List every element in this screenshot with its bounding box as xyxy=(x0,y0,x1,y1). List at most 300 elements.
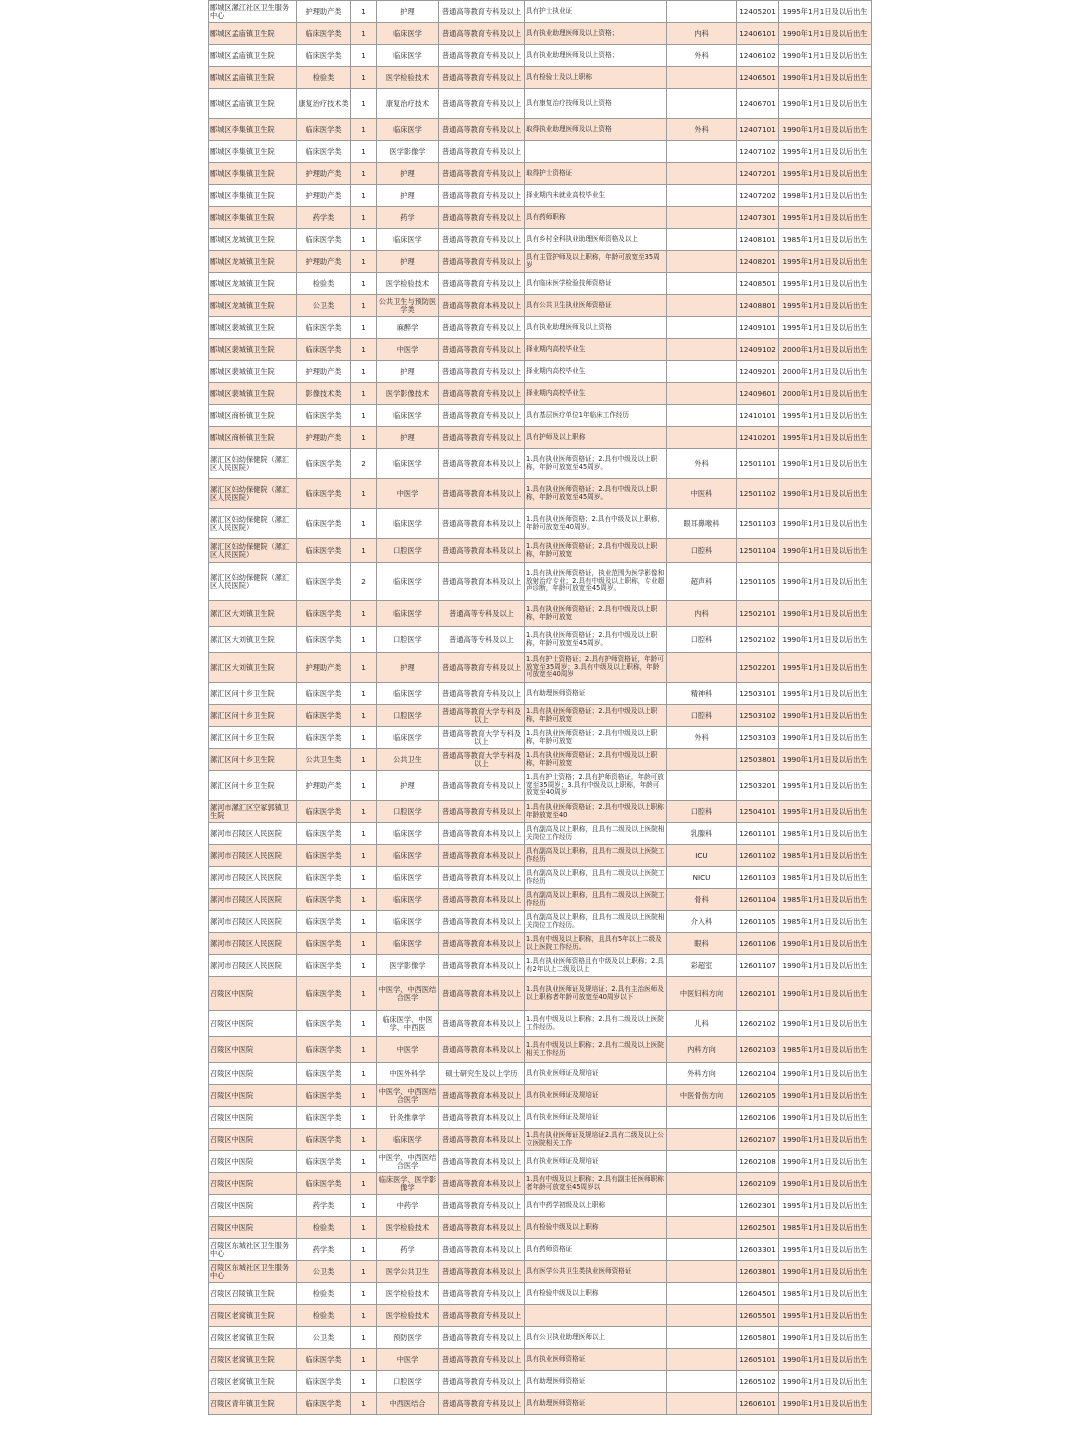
cell-department xyxy=(667,185,737,207)
cell-category: 临床医学类 xyxy=(297,45,351,67)
cell-requirement: 1.具有执业医师证及规培证2.具有二级及以上公立医院相关工作 xyxy=(525,1129,667,1151)
cell-category: 临床医学类 xyxy=(297,1085,351,1107)
cell-education: 普通高等教育本科及以上 xyxy=(439,1217,525,1239)
cell-education: 普通高等教育专科及以上 xyxy=(439,1393,525,1415)
cell-category: 临床医学类 xyxy=(297,705,351,727)
cell-major: 临床医学 xyxy=(377,405,439,427)
cell-department xyxy=(667,1239,737,1261)
table-row xyxy=(209,1085,872,1107)
cell-major: 医学影像学 xyxy=(377,955,439,977)
cell-education: 普通高等教育专科及以上 xyxy=(439,771,525,801)
cell-major: 临床医学、医学影像学 xyxy=(377,1173,439,1195)
cell-code: 12501105 xyxy=(737,563,779,601)
cell-major: 康复治疗技术 xyxy=(377,89,439,119)
cell-code: 12407201 xyxy=(737,163,779,185)
cell-unit: 漯汇区妇幼保健院（漯汇区人民医院） xyxy=(209,563,297,601)
table-row xyxy=(209,1217,872,1239)
cell-count: 1 xyxy=(351,67,377,89)
cell-count: 1 xyxy=(351,1327,377,1349)
cell-count: 1 xyxy=(351,867,377,889)
cell-requirement: 1.具有执业医师资格证；2.具有中级及以上职称，年龄可放宽 xyxy=(525,705,667,727)
table-row xyxy=(209,1283,872,1305)
cell-major: 护理 xyxy=(377,653,439,683)
cell-unit: 郾城区裴城镇卫生院 xyxy=(209,361,297,383)
cell-major: 护理 xyxy=(377,1,439,23)
cell-department xyxy=(667,361,737,383)
cell-education: 普通高等教育本科及以上 xyxy=(439,955,525,977)
cell-major: 医学检验技术 xyxy=(377,67,439,89)
cell-education: 普通高等教育专科及以上 xyxy=(439,207,525,229)
cell-age: 1985年1月1日及以后出生 xyxy=(779,867,872,889)
cell-count: 1 xyxy=(351,163,377,185)
cell-count: 1 xyxy=(351,653,377,683)
cell-unit: 召陵区老窝镇卫生院 xyxy=(209,1371,297,1393)
cell-category: 检验类 xyxy=(297,67,351,89)
cell-unit: 漯汇区问十乡卫生院 xyxy=(209,727,297,749)
cell-code: 12406501 xyxy=(737,67,779,89)
cell-education: 普通高等教育本科及以上 xyxy=(439,867,525,889)
table-row xyxy=(209,1063,872,1085)
cell-requirement: 具有医学公共卫生类执业医师资格证 xyxy=(525,1261,667,1283)
cell-major: 中医学 xyxy=(377,479,439,509)
table-row xyxy=(209,449,872,479)
cell-requirement: 1.具有中级及以上职称；2.具有二级及以上医院相关工作经历 xyxy=(525,1037,667,1063)
cell-category: 临床医学类 xyxy=(297,601,351,627)
cell-department xyxy=(667,317,737,339)
cell-education: 普通高等教育专科及以上 xyxy=(439,251,525,273)
cell-department xyxy=(667,273,737,295)
cell-count: 1 xyxy=(351,749,377,771)
cell-age: 2000年1月1日及以后出生 xyxy=(779,361,872,383)
table-row xyxy=(209,1371,872,1393)
cell-age: 1995年1月1日及以后出生 xyxy=(779,683,872,705)
cell-count: 1 xyxy=(351,251,377,273)
cell-requirement: 1.具有中级及以上职称；2.具有副主任医师职称者年龄可放宽至45周岁以 xyxy=(525,1173,667,1195)
cell-education: 普通高等教育专科及以上 xyxy=(439,653,525,683)
cell-unit: 漯河市召陵区人民医院 xyxy=(209,933,297,955)
cell-age: 1990年1月1日及以后出生 xyxy=(779,539,872,563)
cell-requirement: 具有公卫执业助理医师以上 xyxy=(525,1327,667,1349)
cell-code: 12601101 xyxy=(737,823,779,845)
cell-category: 临床医学类 xyxy=(297,449,351,479)
cell-age: 1990年1月1日及以后出生 xyxy=(779,23,872,45)
cell-code: 12405201 xyxy=(737,1,779,23)
cell-count: 1 xyxy=(351,1239,377,1261)
cell-count: 1 xyxy=(351,427,377,449)
cell-code: 12407101 xyxy=(737,119,779,141)
cell-category: 临床医学类 xyxy=(297,141,351,163)
cell-unit: 召陵区青年镇卫生院 xyxy=(209,1393,297,1415)
cell-education: 硕士研究生及以上学历 xyxy=(439,1063,525,1085)
cell-code: 12408801 xyxy=(737,295,779,317)
cell-count: 1 xyxy=(351,229,377,251)
cell-code: 12603801 xyxy=(737,1261,779,1283)
cell-department: 外科 xyxy=(667,727,737,749)
cell-major: 中医学、中西医结合医学 xyxy=(377,977,439,1011)
cell-unit: 漯河市召陵区人民医院 xyxy=(209,823,297,845)
table-row xyxy=(209,801,872,823)
cell-count: 2 xyxy=(351,563,377,601)
cell-education: 普通高等教育本科及以上 xyxy=(439,823,525,845)
cell-age: 1990年1月1日及以后出生 xyxy=(779,449,872,479)
cell-department: 精神科 xyxy=(667,683,737,705)
table-row xyxy=(209,1261,872,1283)
cell-age: 1990年1月1日及以后出生 xyxy=(779,1349,872,1371)
cell-major: 预防医学 xyxy=(377,1327,439,1349)
cell-code: 12409201 xyxy=(737,361,779,383)
cell-code: 12408101 xyxy=(737,229,779,251)
table-row xyxy=(209,1151,872,1173)
cell-department: 眼耳鼻喉科 xyxy=(667,509,737,539)
cell-education: 普通高等教育专科及以上 xyxy=(439,405,525,427)
cell-count: 1 xyxy=(351,705,377,727)
cell-requirement: 择业期内高校毕业生 xyxy=(525,361,667,383)
cell-unit: 郾城区李集镇卫生院 xyxy=(209,185,297,207)
cell-code: 12601105 xyxy=(737,911,779,933)
cell-unit: 郾城区商桥镇卫生院 xyxy=(209,427,297,449)
cell-major: 护理 xyxy=(377,251,439,273)
cell-age: 1990年1月1日及以后出生 xyxy=(779,89,872,119)
cell-code: 12503101 xyxy=(737,683,779,705)
cell-unit: 漯汇区大刘镇卫生院 xyxy=(209,601,297,627)
cell-unit: 郾城区李集镇卫生院 xyxy=(209,141,297,163)
cell-count: 1 xyxy=(351,823,377,845)
table-row xyxy=(209,141,872,163)
cell-category: 检验类 xyxy=(297,1305,351,1327)
cell-category: 药学类 xyxy=(297,207,351,229)
cell-code: 12501104 xyxy=(737,539,779,563)
cell-department xyxy=(667,339,737,361)
cell-unit: 漯汇区妇幼保健院（漯汇区人民医院） xyxy=(209,479,297,509)
cell-major: 中医学、中西医结合医学 xyxy=(377,1085,439,1107)
cell-requirement xyxy=(525,141,667,163)
cell-requirement: 1.具有执业医师资格证；2.具有中级及以上职称，年龄可放宽 xyxy=(525,749,667,771)
cell-code: 12602102 xyxy=(737,1011,779,1037)
cell-category: 临床医学类 xyxy=(297,845,351,867)
table-row xyxy=(209,479,872,509)
cell-education: 普通高等专科及以上 xyxy=(439,627,525,653)
cell-category: 临床医学类 xyxy=(297,405,351,427)
cell-major: 医学影像技术 xyxy=(377,383,439,405)
cell-education: 普通高等教育专科及以上 xyxy=(439,23,525,45)
cell-category: 检验类 xyxy=(297,1217,351,1239)
cell-count: 1 xyxy=(351,1063,377,1085)
cell-unit: 召陵区中医院 xyxy=(209,1085,297,1107)
cell-unit: 郾城区裴城镇卫生院 xyxy=(209,317,297,339)
cell-code: 12602107 xyxy=(737,1129,779,1151)
cell-major: 临床医学 xyxy=(377,45,439,67)
cell-count: 1 xyxy=(351,273,377,295)
table-row xyxy=(209,1,872,23)
cell-code: 12410101 xyxy=(737,405,779,427)
table-row xyxy=(209,427,872,449)
cell-education: 普通高等教育本科及以上 xyxy=(439,1151,525,1173)
cell-count: 1 xyxy=(351,801,377,823)
cell-major: 中医学 xyxy=(377,1349,439,1371)
cell-education: 普通高等专科及以上 xyxy=(439,601,525,627)
cell-major: 临床医学 xyxy=(377,911,439,933)
cell-requirement: 具有基层医疗单位1年临床工作经历 xyxy=(525,405,667,427)
cell-requirement: 1.具有执业医师资格且有中级及以上职称；2.具有2年以上二级及以上 xyxy=(525,955,667,977)
cell-category: 临床医学类 xyxy=(297,727,351,749)
cell-major: 口腔医学 xyxy=(377,1371,439,1393)
cell-age: 1995年1月1日及以后出生 xyxy=(779,1,872,23)
cell-code: 12601106 xyxy=(737,933,779,955)
table-row xyxy=(209,911,872,933)
cell-age: 1990年1月1日及以后出生 xyxy=(779,601,872,627)
cell-code: 12604501 xyxy=(737,1283,779,1305)
cell-category: 临床医学类 xyxy=(297,1393,351,1415)
cell-code: 12602108 xyxy=(737,1151,779,1173)
cell-age: 1995年1月1日及以后出生 xyxy=(779,141,872,163)
cell-category: 护理助产类 xyxy=(297,361,351,383)
cell-category: 临床医学类 xyxy=(297,801,351,823)
table-row xyxy=(209,185,872,207)
cell-count: 1 xyxy=(351,317,377,339)
cell-code: 12605101 xyxy=(737,1349,779,1371)
cell-category: 临床医学类 xyxy=(297,889,351,911)
cell-department: 中医科 xyxy=(667,479,737,509)
cell-unit: 漯汇区大刘镇卫生院 xyxy=(209,627,297,653)
cell-requirement: 1.具有护士资格证；2.具有护师资格证，年龄可放宽至35周岁；3.具有中级及以上职称，年龄可放宽至40周岁 xyxy=(525,653,667,683)
cell-requirement: 1.具有护士资格；2.具有护师资格证，年龄可放宽至35周岁；3.具有中级及以上职称，年龄可放宽至40周岁 xyxy=(525,771,667,801)
cell-unit: 郾城区龙城镇卫生院 xyxy=(209,295,297,317)
cell-count: 1 xyxy=(351,1011,377,1037)
cell-major: 临床医学 xyxy=(377,683,439,705)
cell-department xyxy=(667,1107,737,1129)
cell-code: 12501101 xyxy=(737,449,779,479)
cell-major: 中医学 xyxy=(377,1037,439,1063)
cell-requirement: 具有护师及以上职称 xyxy=(525,427,667,449)
cell-requirement: 取得护士资格证 xyxy=(525,163,667,185)
cell-code: 12406102 xyxy=(737,45,779,67)
cell-requirement: 具有药师资格证 xyxy=(525,1239,667,1261)
cell-department xyxy=(667,1217,737,1239)
cell-education: 普通高等教育专科及以上 xyxy=(439,273,525,295)
cell-count: 1 xyxy=(351,45,377,67)
table-row xyxy=(209,207,872,229)
cell-education: 普通高等教育专科及以上 xyxy=(439,1283,525,1305)
cell-unit: 漯河市漯汇区空冢郭镇卫生院 xyxy=(209,801,297,823)
cell-category: 临床医学类 xyxy=(297,539,351,563)
cell-count: 1 xyxy=(351,683,377,705)
cell-education: 普通高等教育本科及以上 xyxy=(439,1129,525,1151)
cell-unit: 郾城区李集镇卫生院 xyxy=(209,163,297,185)
cell-unit: 漯汇区问十乡卫生院 xyxy=(209,771,297,801)
cell-major: 医学检验技术 xyxy=(377,1305,439,1327)
cell-major: 护理 xyxy=(377,427,439,449)
cell-unit: 召陵区东城社区卫生服务中心 xyxy=(209,1261,297,1283)
cell-unit: 漯河市召陵区人民医院 xyxy=(209,911,297,933)
cell-unit: 漯河市召陵区人民医院 xyxy=(209,867,297,889)
cell-age: 1990年1月1日及以后出生 xyxy=(779,119,872,141)
cell-education: 普通高等教育专科及以上 xyxy=(439,163,525,185)
cell-major: 公共卫生 xyxy=(377,749,439,771)
cell-code: 12409102 xyxy=(737,339,779,361)
cell-category: 临床医学类 xyxy=(297,1129,351,1151)
cell-department xyxy=(667,1327,737,1349)
table-row xyxy=(209,1327,872,1349)
cell-unit: 郾城区漯江社区卫生服务中心 xyxy=(209,1,297,23)
cell-department xyxy=(667,1305,737,1327)
cell-requirement: 具有药师职称 xyxy=(525,207,667,229)
cell-age: 1990年1月1日及以后出生 xyxy=(779,479,872,509)
cell-unit: 郾城区孟庙镇卫生院 xyxy=(209,23,297,45)
cell-unit: 郾城区裴城镇卫生院 xyxy=(209,339,297,361)
cell-category: 公共卫生类 xyxy=(297,749,351,771)
cell-count: 1 xyxy=(351,1305,377,1327)
cell-count: 1 xyxy=(351,845,377,867)
cell-requirement: 具有执业医师证及规培证 xyxy=(525,1151,667,1173)
cell-requirement: 具有执业医师证及规培证 xyxy=(525,1107,667,1129)
cell-major: 口腔医学 xyxy=(377,627,439,653)
table-row xyxy=(209,89,872,119)
cell-code: 12602105 xyxy=(737,1085,779,1107)
cell-requirement: 具有执业医师证及规培证 xyxy=(525,1063,667,1085)
cell-requirement: 具有副高及以上职称，且具有二级及以上医院相关岗位工作经历 xyxy=(525,823,667,845)
cell-education: 普通高等教育专科及以上 xyxy=(439,119,525,141)
cell-unit: 郾城区孟庙镇卫生院 xyxy=(209,67,297,89)
cell-department xyxy=(667,1195,737,1217)
cell-code: 12503201 xyxy=(737,771,779,801)
cell-department: 外科 xyxy=(667,449,737,479)
cell-requirement: 择业期内高校毕业生 xyxy=(525,339,667,361)
cell-category: 临床医学类 xyxy=(297,1371,351,1393)
table-row xyxy=(209,1129,872,1151)
cell-age: 1990年1月1日及以后出生 xyxy=(779,1393,872,1415)
cell-major: 口腔医学 xyxy=(377,539,439,563)
cell-unit: 召陵区老窝镇卫生院 xyxy=(209,1327,297,1349)
cell-count: 2 xyxy=(351,449,377,479)
cell-code: 12602106 xyxy=(737,1107,779,1129)
cell-category: 临床医学类 xyxy=(297,509,351,539)
cell-department xyxy=(667,229,737,251)
cell-department: 彩超室 xyxy=(667,955,737,977)
cell-major: 临床医学 xyxy=(377,563,439,601)
cell-education: 普通高等教育专科及以上 xyxy=(439,683,525,705)
cell-age: 1990年1月1日及以后出生 xyxy=(779,627,872,653)
cell-age: 1990年1月1日及以后出生 xyxy=(779,955,872,977)
table-row xyxy=(209,1011,872,1037)
cell-category: 临床医学类 xyxy=(297,1349,351,1371)
cell-major: 临床医学 xyxy=(377,889,439,911)
cell-count: 1 xyxy=(351,479,377,509)
cell-major: 医学检验技术 xyxy=(377,1283,439,1305)
table-row xyxy=(209,1037,872,1063)
cell-category: 临床医学类 xyxy=(297,867,351,889)
cell-unit: 召陵区中医院 xyxy=(209,1151,297,1173)
cell-education: 普通高等教育本科及以上 xyxy=(439,1239,525,1261)
cell-education: 普通高等教育专科及以上 xyxy=(439,383,525,405)
cell-education: 普通高等教育大学专科及以上 xyxy=(439,705,525,727)
cell-category: 公卫类 xyxy=(297,295,351,317)
cell-unit: 召陵区召陵镇卫生院 xyxy=(209,1283,297,1305)
cell-unit: 郾城区孟庙镇卫生院 xyxy=(209,89,297,119)
cell-major: 临床医学 xyxy=(377,229,439,251)
cell-age: 1995年1月1日及以后出生 xyxy=(779,405,872,427)
cell-category: 临床医学类 xyxy=(297,23,351,45)
cell-department xyxy=(667,1371,737,1393)
cell-requirement: 具有检验中级及以上职称 xyxy=(525,1217,667,1239)
cell-unit: 郾城区李集镇卫生院 xyxy=(209,119,297,141)
cell-code: 12406101 xyxy=(737,23,779,45)
cell-count: 1 xyxy=(351,1371,377,1393)
cell-age: 1995年1月1日及以后出生 xyxy=(779,251,872,273)
cell-department: 中医妇科方向 xyxy=(667,977,737,1011)
cell-major: 临床医学 xyxy=(377,933,439,955)
cell-requirement: 具有助理医师资格证 xyxy=(525,683,667,705)
cell-major: 医学公共卫生 xyxy=(377,1261,439,1283)
cell-age: 1995年1月1日及以后出生 xyxy=(779,771,872,801)
cell-major: 护理 xyxy=(377,361,439,383)
cell-education: 普通高等教育专科及以上 xyxy=(439,89,525,119)
cell-department: 儿科 xyxy=(667,1011,737,1037)
cell-count: 1 xyxy=(351,771,377,801)
table-row xyxy=(209,955,872,977)
cell-count: 1 xyxy=(351,185,377,207)
cell-count: 1 xyxy=(351,601,377,627)
cell-age: 2000年1月1日及以后出生 xyxy=(779,383,872,405)
cell-category: 护理助产类 xyxy=(297,185,351,207)
cell-requirement: 具有检验中级及以上职称 xyxy=(525,1283,667,1305)
cell-department: 中医骨伤方向 xyxy=(667,1085,737,1107)
cell-requirement: 1.具有执业医师证及规培证；2.具有主治医师及以上职称者年龄可放宽至40周岁以下 xyxy=(525,977,667,1011)
cell-requirement: 具有执业助理医师及以上资格 xyxy=(525,317,667,339)
cell-count: 1 xyxy=(351,1,377,23)
cell-requirement: 具有助理医师资格证 xyxy=(525,1371,667,1393)
cell-code: 12601107 xyxy=(737,955,779,977)
table-row xyxy=(209,339,872,361)
cell-age: 1990年1月1日及以后出生 xyxy=(779,1129,872,1151)
table-row xyxy=(209,23,872,45)
cell-age: 1990年1月1日及以后出生 xyxy=(779,1261,872,1283)
cell-department xyxy=(667,141,737,163)
cell-requirement: 1.具有执业医师资格证；2.具有中级及以上职称，年龄可放宽 xyxy=(525,539,667,563)
cell-category: 临床医学类 xyxy=(297,119,351,141)
cell-category: 临床医学类 xyxy=(297,977,351,1011)
cell-count: 1 xyxy=(351,295,377,317)
table-row xyxy=(209,823,872,845)
cell-code: 12605801 xyxy=(737,1327,779,1349)
cell-major: 临床医学 xyxy=(377,867,439,889)
cell-requirement: 1.具有执业医师资格证；2.具有中级及以上职称，年龄可放宽至45周岁。 xyxy=(525,627,667,653)
cell-category: 护理助产类 xyxy=(297,653,351,683)
cell-education: 普通高等教育专科及以上 xyxy=(439,185,525,207)
cell-age: 1995年1月1日及以后出生 xyxy=(779,163,872,185)
table-row xyxy=(209,705,872,727)
cell-major: 临床医学 xyxy=(377,845,439,867)
cell-age: 1985年1月1日及以后出生 xyxy=(779,1037,872,1063)
cell-major: 临床医学 xyxy=(377,601,439,627)
cell-age: 1995年1月1日及以后出生 xyxy=(779,801,872,823)
cell-unit: 郾城区龙城镇卫生院 xyxy=(209,273,297,295)
cell-unit: 郾城区龙城镇卫生院 xyxy=(209,251,297,273)
table-row xyxy=(209,749,872,771)
cell-education: 普通高等教育本科及以上 xyxy=(439,1011,525,1037)
table-row xyxy=(209,933,872,955)
cell-major: 麻醉学 xyxy=(377,317,439,339)
cell-department xyxy=(667,163,737,185)
cell-requirement: 具有护士执业证 xyxy=(525,1,667,23)
cell-major: 中医学 xyxy=(377,339,439,361)
cell-unit: 漯汇区问十乡卫生院 xyxy=(209,705,297,727)
cell-requirement xyxy=(525,1305,667,1327)
cell-department xyxy=(667,1283,737,1305)
cell-major: 口腔医学 xyxy=(377,705,439,727)
table-row xyxy=(209,563,872,601)
cell-age: 1990年1月1日及以后出生 xyxy=(779,45,872,67)
cell-count: 1 xyxy=(351,361,377,383)
